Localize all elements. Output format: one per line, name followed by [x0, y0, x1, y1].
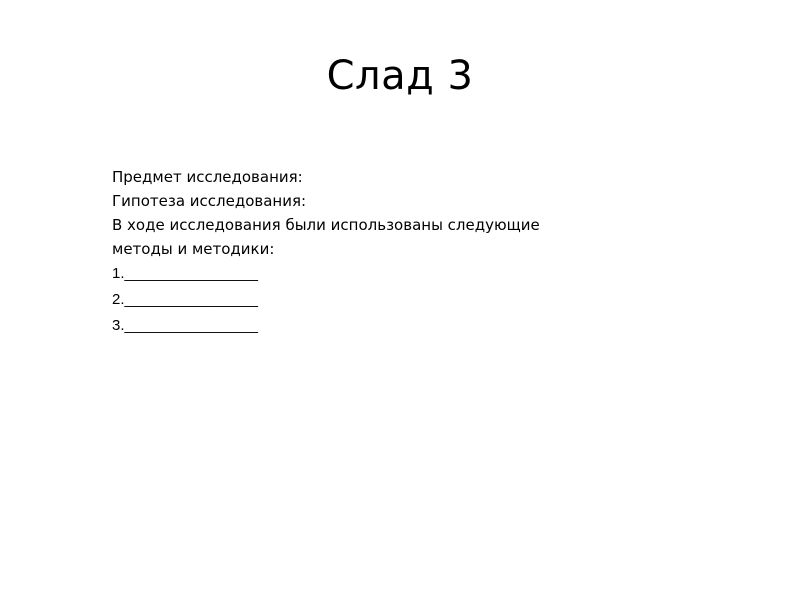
- methods-intro-line-1: В ходе исследования были использованы следующие: [112, 216, 540, 234]
- blank-item-1: 1.________________: [112, 265, 258, 282]
- research-hypothesis-label: Гипотеза исследования:: [112, 192, 307, 210]
- slide-body: [112, 165, 672, 339]
- research-subject-label: Предмет исследования:: [112, 168, 303, 186]
- slide-title: Слад 3: [326, 53, 474, 99]
- methods-intro-line-2: методы и методики:: [112, 240, 275, 258]
- blank-item-3: 3.________________: [112, 317, 258, 334]
- blank-item-2: 2.________________: [112, 291, 258, 308]
